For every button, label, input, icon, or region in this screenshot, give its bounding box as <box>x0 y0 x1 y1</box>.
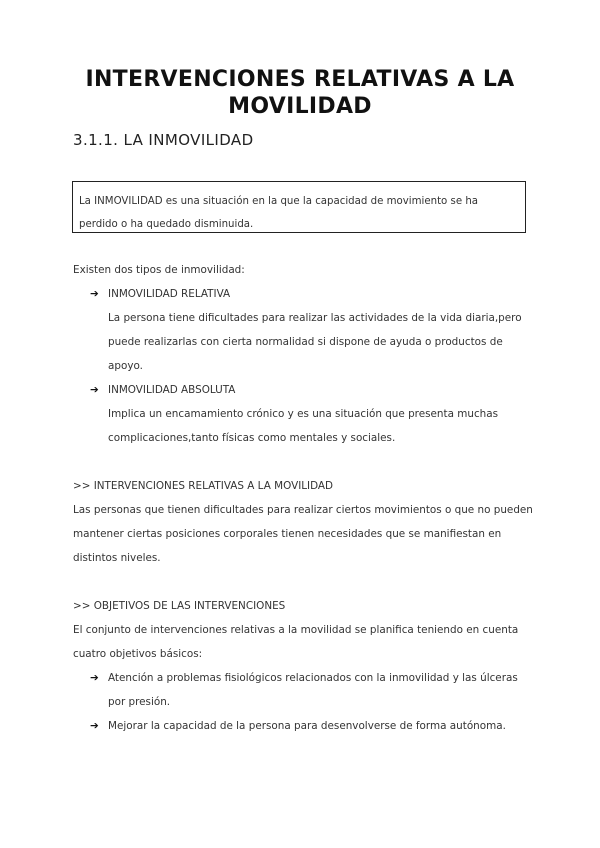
section-subtitle: 3.1.1. LA INMOVILIDAD <box>73 131 254 149</box>
type-label: INMOVILIDAD RELATIVA <box>108 288 231 300</box>
objective-text: Mejorar la capacidad de la persona para desenvolverse de forma autónoma. <box>108 720 506 732</box>
page-title: INTERVENCIONES RELATIVAS A LA MOVILIDAD <box>85 67 515 119</box>
arrow-right-icon: ➔ <box>90 672 99 684</box>
type-item-absoluta <box>90 378 235 402</box>
objective-text: Atención a problemas fisiológicos relacionados con la inmovilidad y las úlceras por presión. <box>108 672 518 708</box>
arrow-right-icon: ➔ <box>90 720 99 732</box>
section-body-objetivos: El conjunto de intervenciones relativas a la movilidad se planifica teniendo en cuenta cuatro objetivos básicos: <box>73 624 519 660</box>
objective-item <box>90 666 530 714</box>
arrow-right-icon: ➔ <box>90 288 99 300</box>
section-body-intervenciones: Las personas que tienen dificultades para realizar ciertos movimientos o que no pueden mantener ciertas posiciones corporales tienen necesidades que se manifiestan en distintos niveles. <box>73 504 533 564</box>
section-heading-intervenciones: >> INTERVENCIONES RELATIVAS A LA MOVILIDAD <box>73 480 334 492</box>
objective-item <box>90 714 530 738</box>
types-intro: Existen dos tipos de inmovilidad: <box>73 264 245 276</box>
definition-box: La INMOVILIDAD es una situación en la que la capacidad de movimiento se ha perdido o ha quedado disminuida. <box>72 181 526 233</box>
arrow-right-icon: ➔ <box>90 384 99 396</box>
section-heading-objetivos: >> OBJETIVOS DE LAS INTERVENCIONES <box>73 600 286 612</box>
type-label: INMOVILIDAD ABSOLUTA <box>108 384 236 396</box>
type-item-relativa <box>90 282 230 306</box>
type-description: La persona tiene dificultades para realizar las actividades de la vida diaria,pero puede realizarlas con cierta normalidad si dispone de ayuda o productos de apoyo. <box>108 312 522 372</box>
type-description: Implica un encamamiento crónico y es una situación que presenta muchas complicaciones,tanto físicas como mentales y sociales. <box>108 408 499 444</box>
